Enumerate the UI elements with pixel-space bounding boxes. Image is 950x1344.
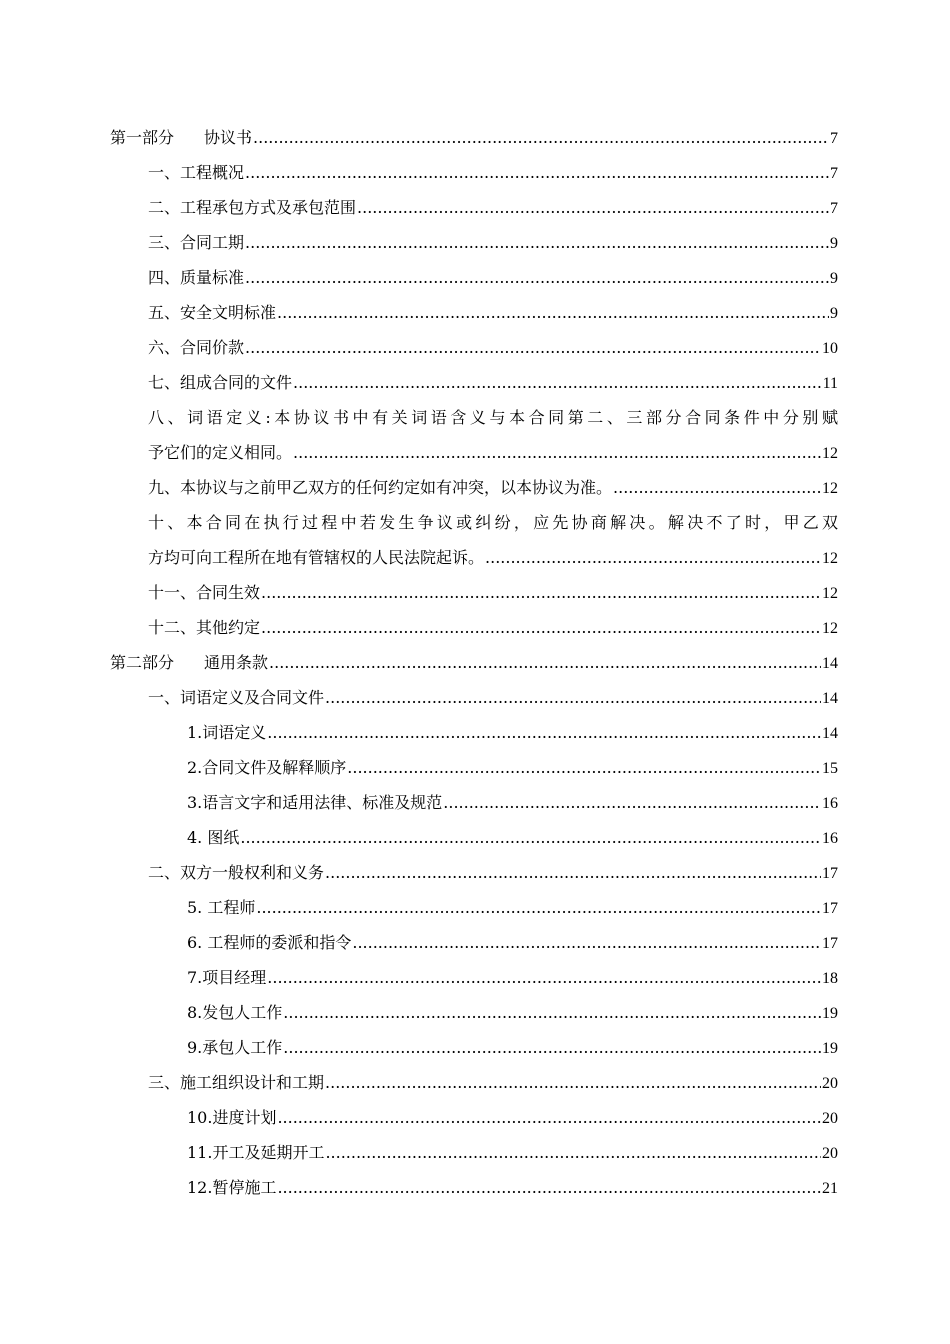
toc-entry-title: 三、合同工期 (148, 233, 245, 252)
dot-leader (283, 1030, 821, 1065)
toc-entry-title: 通用条款 (204, 653, 269, 672)
toc-entry-title: 一、词语定义及合同文件 (148, 688, 325, 707)
toc-entry-title: 1.词语定义 (187, 723, 267, 742)
dot-leader (347, 750, 821, 785)
toc-entry[interactable] (110, 120, 838, 155)
dot-leader (253, 120, 829, 155)
toc-page-number: 17 (822, 865, 838, 882)
toc-entry[interactable] (110, 820, 838, 855)
toc-entry-title: 六、合同价款 (148, 338, 245, 357)
toc-entry-title: 10.进度计划 (187, 1108, 277, 1127)
toc-page-number: 17 (822, 900, 838, 917)
dot-leader (245, 330, 821, 365)
toc-entry[interactable] (110, 715, 838, 750)
toc-entry-title: 四、质量标准 (148, 268, 245, 287)
toc-page-number: 16 (822, 795, 838, 812)
toc-page-number: 14 (822, 690, 838, 707)
dot-leader (325, 680, 821, 715)
toc-entry[interactable] (110, 1135, 838, 1170)
toc-entry-title: 九、本协议与之前甲乙双方的任何约定如有冲突，以本协议为准。 (148, 478, 613, 497)
toc-page-number: 20 (822, 1075, 838, 1092)
toc-entry[interactable] (110, 365, 838, 400)
dot-leader (325, 1135, 821, 1170)
toc-page-number: 17 (822, 935, 838, 952)
toc-entry[interactable] (110, 330, 838, 365)
toc-entry[interactable] (110, 680, 838, 715)
toc-entry-title: 十、本合同在执行过程中若发生争议或纠纷，应先协商解决。解决不了时，甲乙双 (148, 513, 838, 532)
dot-leader (485, 540, 821, 575)
toc-entry-title: 7.项目经理 (187, 968, 267, 987)
toc-entry-title: 三、施工组织设计和工期 (148, 1073, 325, 1092)
toc-entry-title: 五、安全文明标准 (148, 303, 277, 322)
toc-entry-title: 5. 工程师 (187, 898, 256, 917)
toc-entry[interactable] (110, 750, 838, 785)
toc-page-number: 19 (822, 1040, 838, 1057)
toc-entry[interactable] (110, 610, 838, 645)
toc-entry[interactable] (110, 855, 838, 890)
toc-page-number: 14 (822, 655, 838, 672)
toc-page-number: 7 (830, 200, 838, 217)
toc-entry-title: 9.承包人工作 (187, 1038, 283, 1057)
dot-leader (283, 995, 821, 1030)
dot-leader (267, 960, 821, 995)
toc-part-label: 第一部分 (110, 128, 175, 147)
toc-page-number: 16 (822, 830, 838, 847)
dot-leader (240, 820, 821, 855)
toc-entry[interactable] (110, 890, 838, 925)
toc-entry-title: 协议书 (204, 128, 253, 147)
toc-page-number: 9 (830, 270, 838, 287)
toc-entry-title-continued: 予它们的定义相同。 (148, 443, 293, 462)
dot-leader (256, 890, 821, 925)
toc-entry[interactable] (110, 260, 838, 295)
toc-part-label: 第二部分 (110, 653, 175, 672)
toc-page-number: 14 (822, 725, 838, 742)
toc-entry-title: 一、工程概况 (148, 163, 245, 182)
toc-page-number: 7 (830, 165, 838, 182)
dot-leader (245, 225, 829, 260)
toc-entry[interactable] (110, 575, 838, 610)
toc-page-number: 12 (822, 550, 838, 567)
dot-leader (325, 855, 821, 890)
toc-page-number: 19 (822, 1005, 838, 1022)
toc-entry[interactable] (110, 295, 838, 330)
toc-entry-title: 八、词语定义:本协议书中有关词语含义与本合同第二、三部分合同条件中分别赋 (148, 408, 838, 427)
toc-page-number: 11 (822, 375, 838, 392)
toc-entry[interactable] (110, 155, 838, 190)
dot-leader (245, 155, 829, 190)
toc-entry[interactable] (110, 225, 838, 260)
toc-entry-title: 十一、合同生效 (148, 583, 261, 602)
toc-page-number: 12 (822, 620, 838, 637)
dot-leader (277, 295, 829, 330)
toc-entry[interactable] (110, 960, 838, 995)
toc-entry[interactable] (110, 785, 838, 820)
dot-leader (613, 470, 821, 505)
toc-entry[interactable] (110, 1170, 838, 1205)
toc-entry-title: 二、工程承包方式及承包范围 (148, 198, 357, 217)
toc-entry[interactable] (110, 1100, 838, 1135)
toc-page-number: 12 (822, 445, 838, 462)
toc-entry[interactable] (110, 1065, 838, 1100)
toc-page-number: 9 (830, 235, 838, 252)
toc-page-number: 18 (822, 970, 838, 987)
toc-entry-title: 4. 图纸 (187, 828, 240, 847)
dot-leader (269, 645, 821, 680)
toc-entry[interactable] (110, 645, 838, 680)
dot-leader (293, 435, 821, 470)
toc-entry[interactable] (110, 995, 838, 1030)
dot-leader (352, 925, 821, 960)
dot-leader (443, 785, 821, 820)
dot-leader (245, 260, 829, 295)
dot-leader (277, 1170, 821, 1205)
toc-page-number: 10 (822, 340, 838, 357)
toc-entry[interactable] (110, 470, 838, 505)
dot-leader (293, 365, 822, 400)
toc-page-number: 7 (830, 130, 838, 147)
dot-leader (261, 610, 821, 645)
toc-entry-title: 12.暂停施工 (187, 1178, 277, 1197)
table-of-contents (110, 120, 838, 1205)
dot-leader (325, 1065, 821, 1100)
toc-entry[interactable] (110, 190, 838, 225)
toc-page-number: 20 (822, 1110, 838, 1127)
toc-entry-title: 二、双方一般权利和义务 (148, 863, 325, 882)
dot-leader (267, 715, 821, 750)
toc-entry[interactable] (110, 1030, 838, 1065)
toc-entry-title: 8.发包人工作 (187, 1003, 283, 1022)
toc-entry-title: 七、组成合同的文件 (148, 373, 293, 392)
toc-entry-title: 3.语言文字和适用法律、标准及规范 (187, 793, 443, 812)
toc-page-number: 20 (822, 1145, 838, 1162)
dot-leader (357, 190, 829, 225)
toc-entry-title: 11.开工及延期开工 (187, 1143, 325, 1162)
toc-entry[interactable] (110, 400, 838, 470)
toc-page-number: 12 (822, 585, 838, 602)
toc-entry-title: 6. 工程师的委派和指令 (187, 933, 352, 952)
toc-entry[interactable] (110, 505, 838, 575)
toc-entry-title-continued: 方均可向工程所在地有管辖权的人民法院起诉。 (148, 548, 485, 567)
toc-entry-title: 2.合同文件及解释顺序 (187, 758, 347, 777)
toc-page-number: 12 (822, 480, 838, 497)
toc-page-number: 15 (822, 760, 838, 777)
toc-entry[interactable] (110, 925, 838, 960)
toc-page-number: 9 (830, 305, 838, 322)
dot-leader (277, 1100, 821, 1135)
dot-leader (261, 575, 821, 610)
toc-page-number: 21 (822, 1180, 838, 1197)
toc-entry-title: 十二、其他约定 (148, 618, 261, 637)
